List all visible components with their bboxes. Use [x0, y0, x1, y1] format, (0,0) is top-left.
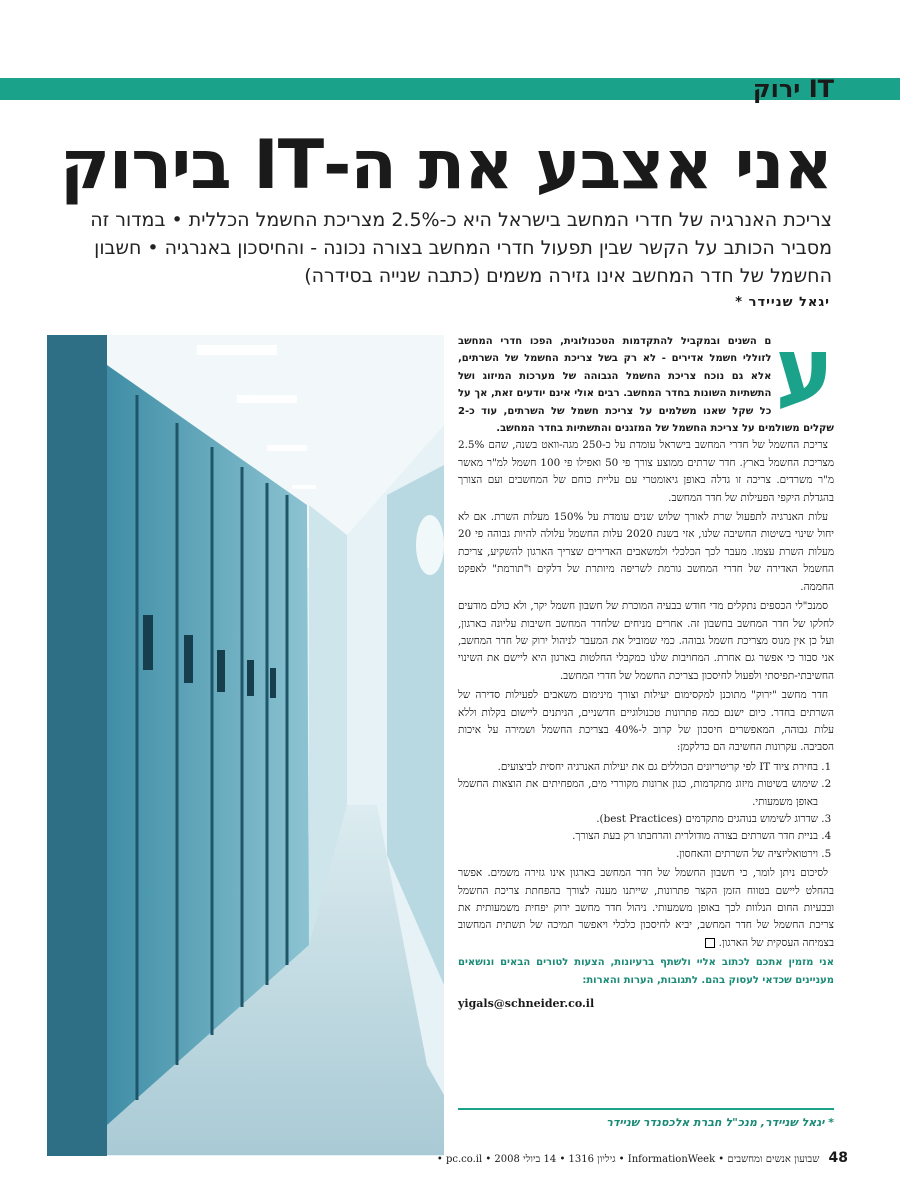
- closing-paragraph: [458, 865, 834, 952]
- drop-cap: ע: [775, 318, 834, 421]
- body-paragraph: עלות האנרגיה לתפעול שרת לאורך שלוש שנים עומדת על 150% מעלות השרת. אם לא יחול שינוי בשיטות החשיבה שלנו, אזי בשנת 2020 עלות החשמל עלולה להיות גבוהה פי 20 מעלות השרת עצמו. מעבר לכך הכלכלי ולמשאבים האדירים שצריך הארגון להשקיע, צריכת החשמל האדירה של חדרי המחשב גורמת לשריפה מיותרת של דלקים ו"תורמת" לאפקט החממה.: [458, 511, 834, 593]
- principles-list: [458, 759, 834, 863]
- body-paragraph: צריכת החשמל של חדרי המחשב בישראל עומדת על כ-250 מגה-וואט בשנה, שהם 2.5% מצריכת החשמל בארץ. חדר שרתים ממוצע צורך פי 50 ואפילו פי 100 חשמל למ"ר מאשר מ"ר משרדים. צריכה זו גדלה באופן גיאומטרי עם עליית כוחם של המחשבים ועם הצורך בהגדלת היקפי הפעילות של חדר המחשב.: [458, 439, 834, 504]
- publication-info: שבועון אנשים ומחשבים • InformationWeek • גיליון 1316 • 14 ביולי 2008 • pc.co.il •: [436, 1154, 820, 1165]
- section-label: IT ירוק: [752, 75, 834, 103]
- lead-paragraph: ם השנים ובמקביל להתקדמות הטכנולוגית, הפכו חדרי המחשב לזוללי חשמל אדירים - לא רק בשל צריכת החשמל של השרתים, אלא גם נוכח צריכת החשמל הגבוהה של מערכות המיזוג ושל התשתיות השונות בחדר המחשב. רבים אולי אינם יודעים זאת, אך על כל שקל שאנו משלמים על צריכת חשמל של השרתים, עוד כ-2 שקלים משולמים על צריכת החשמל של המזגנים והתשתיות בחדר המחשב.: [458, 336, 834, 435]
- list-item: 3. שדרוג לשימוש בנוהגים מתקדמים (best Practices).: [458, 811, 818, 828]
- article-subtitle: צריכת האנרגיה של חדרי המחשב בישראל היא כ-2.5% מצריכת החשמל הכללית • במדור זה מסביר הכותב על הקשר שבין תפעול חדרי המחשב בצורה נכונה - והחיסכון באנרגיה • חשבון החשמל של חדר המחשב אינו גזירה משמים (כתבה שנייה בסידרה): [90, 209, 832, 287]
- author-email-link[interactable]: yigals@schneider.co.il: [458, 997, 595, 1011]
- server-room-photo: [47, 335, 444, 1156]
- end-mark-icon: [705, 938, 715, 948]
- article-title: אני אצבע את ה-IT בירוק: [59, 126, 832, 205]
- body-paragraph: חדר מחשב "ירוק" מתוכנן למקסימום יעילות וצורך מינימום משאבים לפעילות סדירה של השרתים בחדר. כיום ישנם כמה פתרונות טכנולוגיים חדשניים, הניתנים ליישום בקלות וללא עלות גבוהה, המאפשרים חיסכון של קרוב ל-40% בצריכת החשמל ושמירה על איכות הסביבה. עקרונות החשיבה הם כדלקמן:: [458, 689, 835, 754]
- article-body: [458, 318, 835, 1012]
- closing-text: לסיכום ניתן לומר, כי חשבון החשמל של חדר המחשב בארגון אינו גזירה משמים. אפשר בהחלט ליישם בטווח הזמן הקצר פתרונות, שייתנו מענה לצורך בהפחתת צריכת החשמל ובבעיות החום הנלוות לכך באופן משמעותי. ניהול חדר מחשב ירוק יפחית משמעותית את צריכת החשמל של חדר המחשב, יביא לחיסכון כלכלי ויאפשר תמיכה של תשתית המחשוב בצמיחה העסקית של הארגון.: [458, 867, 834, 949]
- list-item: 2. שימוש בשיטות מיזוג מתקדמות, כגון ארונות מקוררי מים, המפחיתים את הוצאות החשמל באופן משמעותי.: [458, 776, 818, 811]
- body-paragraph: סמנכ"לי הכספים נתקלים מדי חודש בבעיה המוכרת של חשבון חשמל יקר, ולא כולם מודעים לחלקו של חדר המחשב בחשבון זה. אחרים מניחים שלחדר המחשב חשיבות עליונה בארגון, ועל כן אין מנוס מצריכת חשמל גבוהה. כמי שמוביל את המעבר לניהול ירוק של חדר המחשב, אני סבור כי אפשר גם אחרת. המחויבות שלנו כמקבלי החלטות בארגון היא ליישם את השינוי החשיבתי-תפיסתי ולפעול לחיסכון בצריכת החשמל של חדרי המחשב.: [458, 600, 834, 682]
- author-footnote: * יגאל שניידר, מנכ"ל חברת אלכסנדר שניידר: [606, 1116, 834, 1129]
- page-number: 48: [828, 1150, 848, 1166]
- call-to-action: אני מזמין אתכם לכתוב אליי ולשתף ברעיונות, הצעות לטורים הבאים ונושאים מעניינים שכדאי לעסוק בהם. לתגובות, הערות והארות:: [458, 957, 834, 986]
- server-room-illustration: [47, 335, 444, 1156]
- footnote-divider: [458, 1108, 834, 1110]
- byline: יגאל שניידר *: [735, 295, 830, 310]
- page-footer: [437, 1150, 848, 1166]
- list-item: 5. וירטואליזציה של השרתים והאחסון.: [458, 846, 818, 863]
- list-item: 4. בניית חדר השרתים בצורה מודולרית והרחבתו רק בעת הצורך.: [458, 828, 818, 845]
- list-item: 1. בחירת ציוד IT לפי קריטריונים הכוללים גם את יעילות האנרגיה יחסית לביצועים.: [458, 759, 818, 776]
